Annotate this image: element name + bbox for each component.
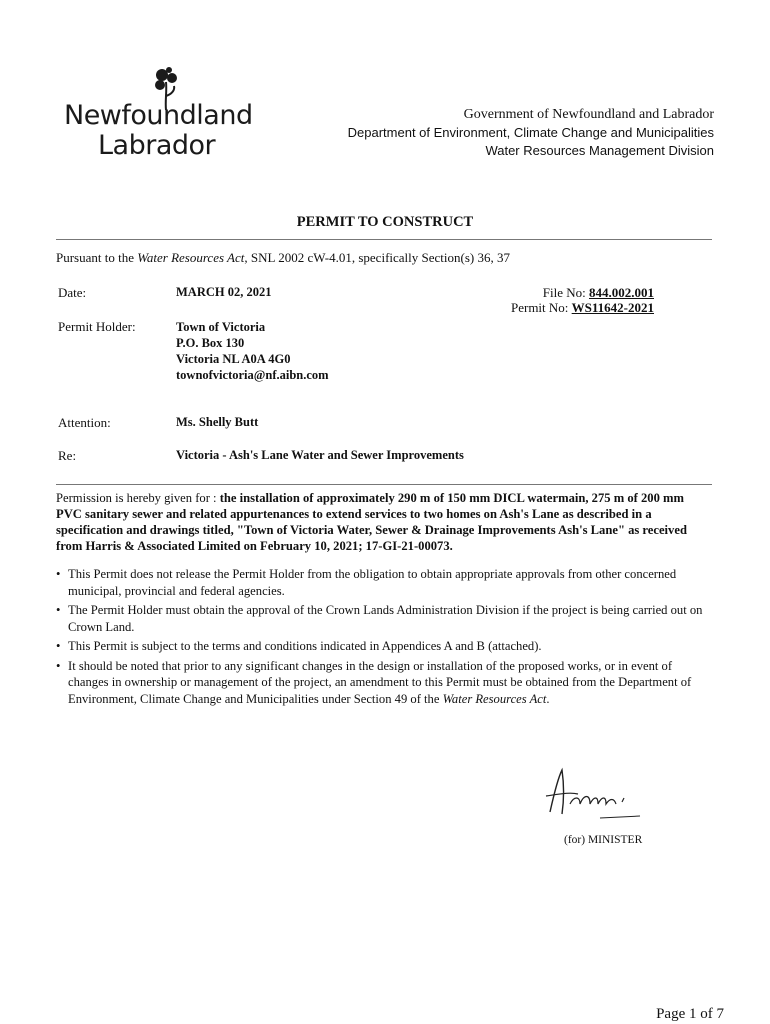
file-reference [511, 285, 654, 315]
permission-body: the installation of approximately 290 m of 150 mm DICL watermain, 275 m of 200 mm PVC sanitary sewer and related appurtenances to extend services to two homes on Ash's Lane as described in a specification and drawings titled, "Town of Victoria Water, Sewer & Drainage Improvements Ash's Lane" as received from Harris & Associated Limited on February 10, 2021; 17-GI-21-00073. [56, 491, 687, 553]
bullet-icon: • [56, 603, 61, 617]
holder-city: Victoria NL A0A 4G0 [176, 352, 291, 366]
permission-statement [56, 490, 712, 554]
condition-item [56, 658, 712, 708]
holder-email: townofvictoria@nf.aibn.com [176, 368, 329, 382]
bullet-icon: • [56, 567, 61, 581]
permit-no-label: Permit No: [510, 300, 572, 315]
file-no-label: File No: [542, 285, 589, 300]
condition-item [56, 602, 712, 635]
government-name: Government of Newfoundland and Labrador [463, 107, 714, 122]
condition-item [56, 566, 712, 599]
division-name: Water Resources Management Division [485, 143, 714, 158]
holder-po-box: P.O. Box 130 [176, 336, 245, 350]
logo-text-newfoundland: Newfoundland [64, 100, 253, 131]
condition-text: This Permit does not release the Permit Holder from the obligation to obtain appropriate approvals from other concerned municipal, provincial and federal agencies. [68, 567, 677, 598]
permit-no-value: WS11642-2021 [571, 300, 654, 315]
condition-text: It should be noted that prior to any significant changes in the design or installation of the proposed works, or in event of changes in ownership or management of the project, an amendment to this Permit must be obtained from the Department of Environment, Climate Change and Municipalities under Section 49 of the [68, 658, 692, 706]
date-value: MARCH 02, 2021 [176, 285, 272, 299]
department-name: Department of Environment, Climate Change and Municipalities [347, 125, 714, 140]
document-title: PERMIT TO CONSTRUCT [296, 214, 474, 230]
re-value: Victoria - Ash's Lane Water and Sewer Improvements [176, 448, 464, 462]
act-prefix: Pursuant to the [56, 250, 138, 265]
act-name: Water Resources Act [137, 250, 245, 265]
conditions-list [56, 566, 712, 710]
act-suffix: , SNL 2002 cW-4.01, specifically Section(s) 36, 37 [244, 250, 510, 265]
signature-icon [540, 764, 650, 824]
bullet-icon: • [56, 658, 61, 673]
permit-holder-address [176, 319, 329, 383]
condition-text: The Permit Holder must obtain the approval of the Crown Lands Administration Division if the project is being carried out on Crown Land. [68, 603, 703, 634]
condition-text: This Permit is subject to the terms and conditions indicated in Appendices A and B (attached). [68, 639, 542, 653]
act-reference [56, 250, 510, 266]
re-label: Re: [58, 448, 77, 463]
logo-text-labrador: Labrador [98, 130, 216, 161]
permission-prefix: Permission is hereby given for : [56, 491, 220, 505]
condition-end: . [546, 691, 550, 706]
file-no-value: 844.002.001 [589, 285, 654, 300]
condition-item [56, 638, 712, 655]
divider [56, 484, 712, 485]
bullet-icon: • [56, 639, 61, 653]
newfoundland-labrador-logo [62, 66, 252, 166]
government-header [348, 106, 714, 160]
attention-value: Ms. Shelly Butt [176, 415, 259, 429]
permit-holder-label: Permit Holder: [58, 319, 136, 334]
page-number: Page 1 of 7 [656, 1006, 724, 1022]
attention-label: Attention: [58, 415, 111, 430]
divider [56, 239, 712, 240]
condition-act-name: Water Resources Act [442, 691, 547, 706]
date-label: Date: [58, 285, 87, 300]
signatory-label: (for) MINISTER [564, 834, 643, 846]
holder-name: Town of Victoria [176, 320, 266, 334]
